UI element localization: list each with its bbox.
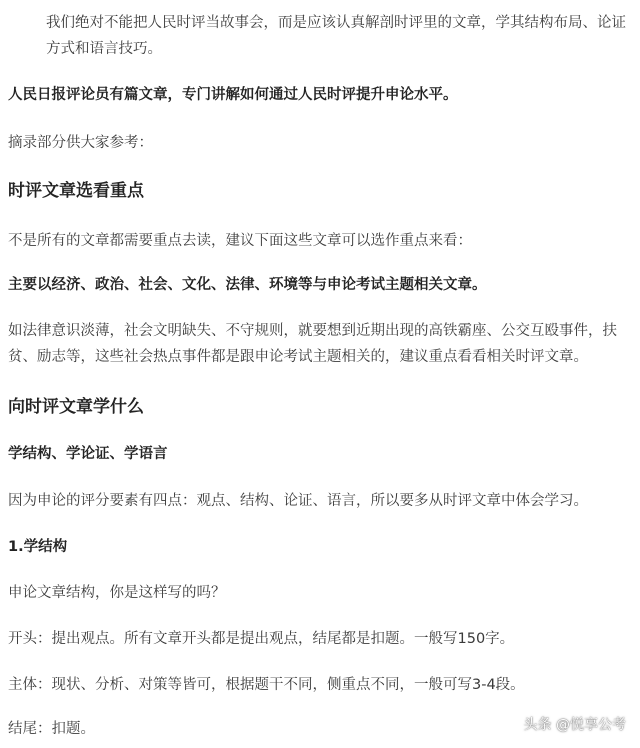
excerpt-note: 摘录部分供大家参考： — [8, 135, 153, 151]
section-heading-learn: 向时评文章学什么 — [8, 397, 144, 417]
watermark: 头条 @悦享公考 — [523, 717, 626, 733]
structure-opening: 开头：提出观点。所有文章开头都是提出观点，结尾都是扣题。一般写150字。 — [8, 631, 515, 647]
structure-body: 主体：现状、分析、对策等皆可，根据题干不同，侧重点不同，一般可写3-4段。 — [8, 677, 525, 693]
section-heading-focus: 时评文章选看重点 — [8, 181, 144, 201]
structure-question: 申论文章结构，你是这样写的吗？ — [8, 585, 226, 601]
section1-paragraph: 不是所有的文章都需要重点去读，建议下面这些文章可以选作重点来看： — [8, 233, 472, 249]
section2-bold-paragraph: 学结构、学论证、学语言 — [8, 446, 168, 462]
subsection-heading-structure: 1.学结构 — [8, 539, 68, 555]
quote-block: 我们绝对不能把人民时评当故事会，而是应该认真解剖时评里的文章，学其结构布局、论证方式和语言技巧。 — [46, 15, 626, 57]
structure-ending: 结尾：扣题。 — [8, 721, 95, 737]
intro-bold-paragraph: 人民日报评论员有篇文章，专门讲解如何通过人民时评提升申论水平。 — [8, 87, 458, 103]
section1-example-paragraph: 如法律意识淡薄，社会文明缺失、不守规则，就要想到近期出现的高铁霸座、公交互殴事件，扶贫、励志等，这些社会热点事件都是跟申论考试主题相关的，建议重点看看相关时评文章。 — [8, 323, 617, 365]
section1-bold-paragraph: 主要以经济、政治、社会、文化、法律、环境等与申论考试主题相关文章。 — [8, 277, 487, 293]
section2-paragraph: 因为申论的评分要素有四点：观点、结构、论证、语言，所以要多从时评文章中体会学习。 — [8, 493, 588, 509]
